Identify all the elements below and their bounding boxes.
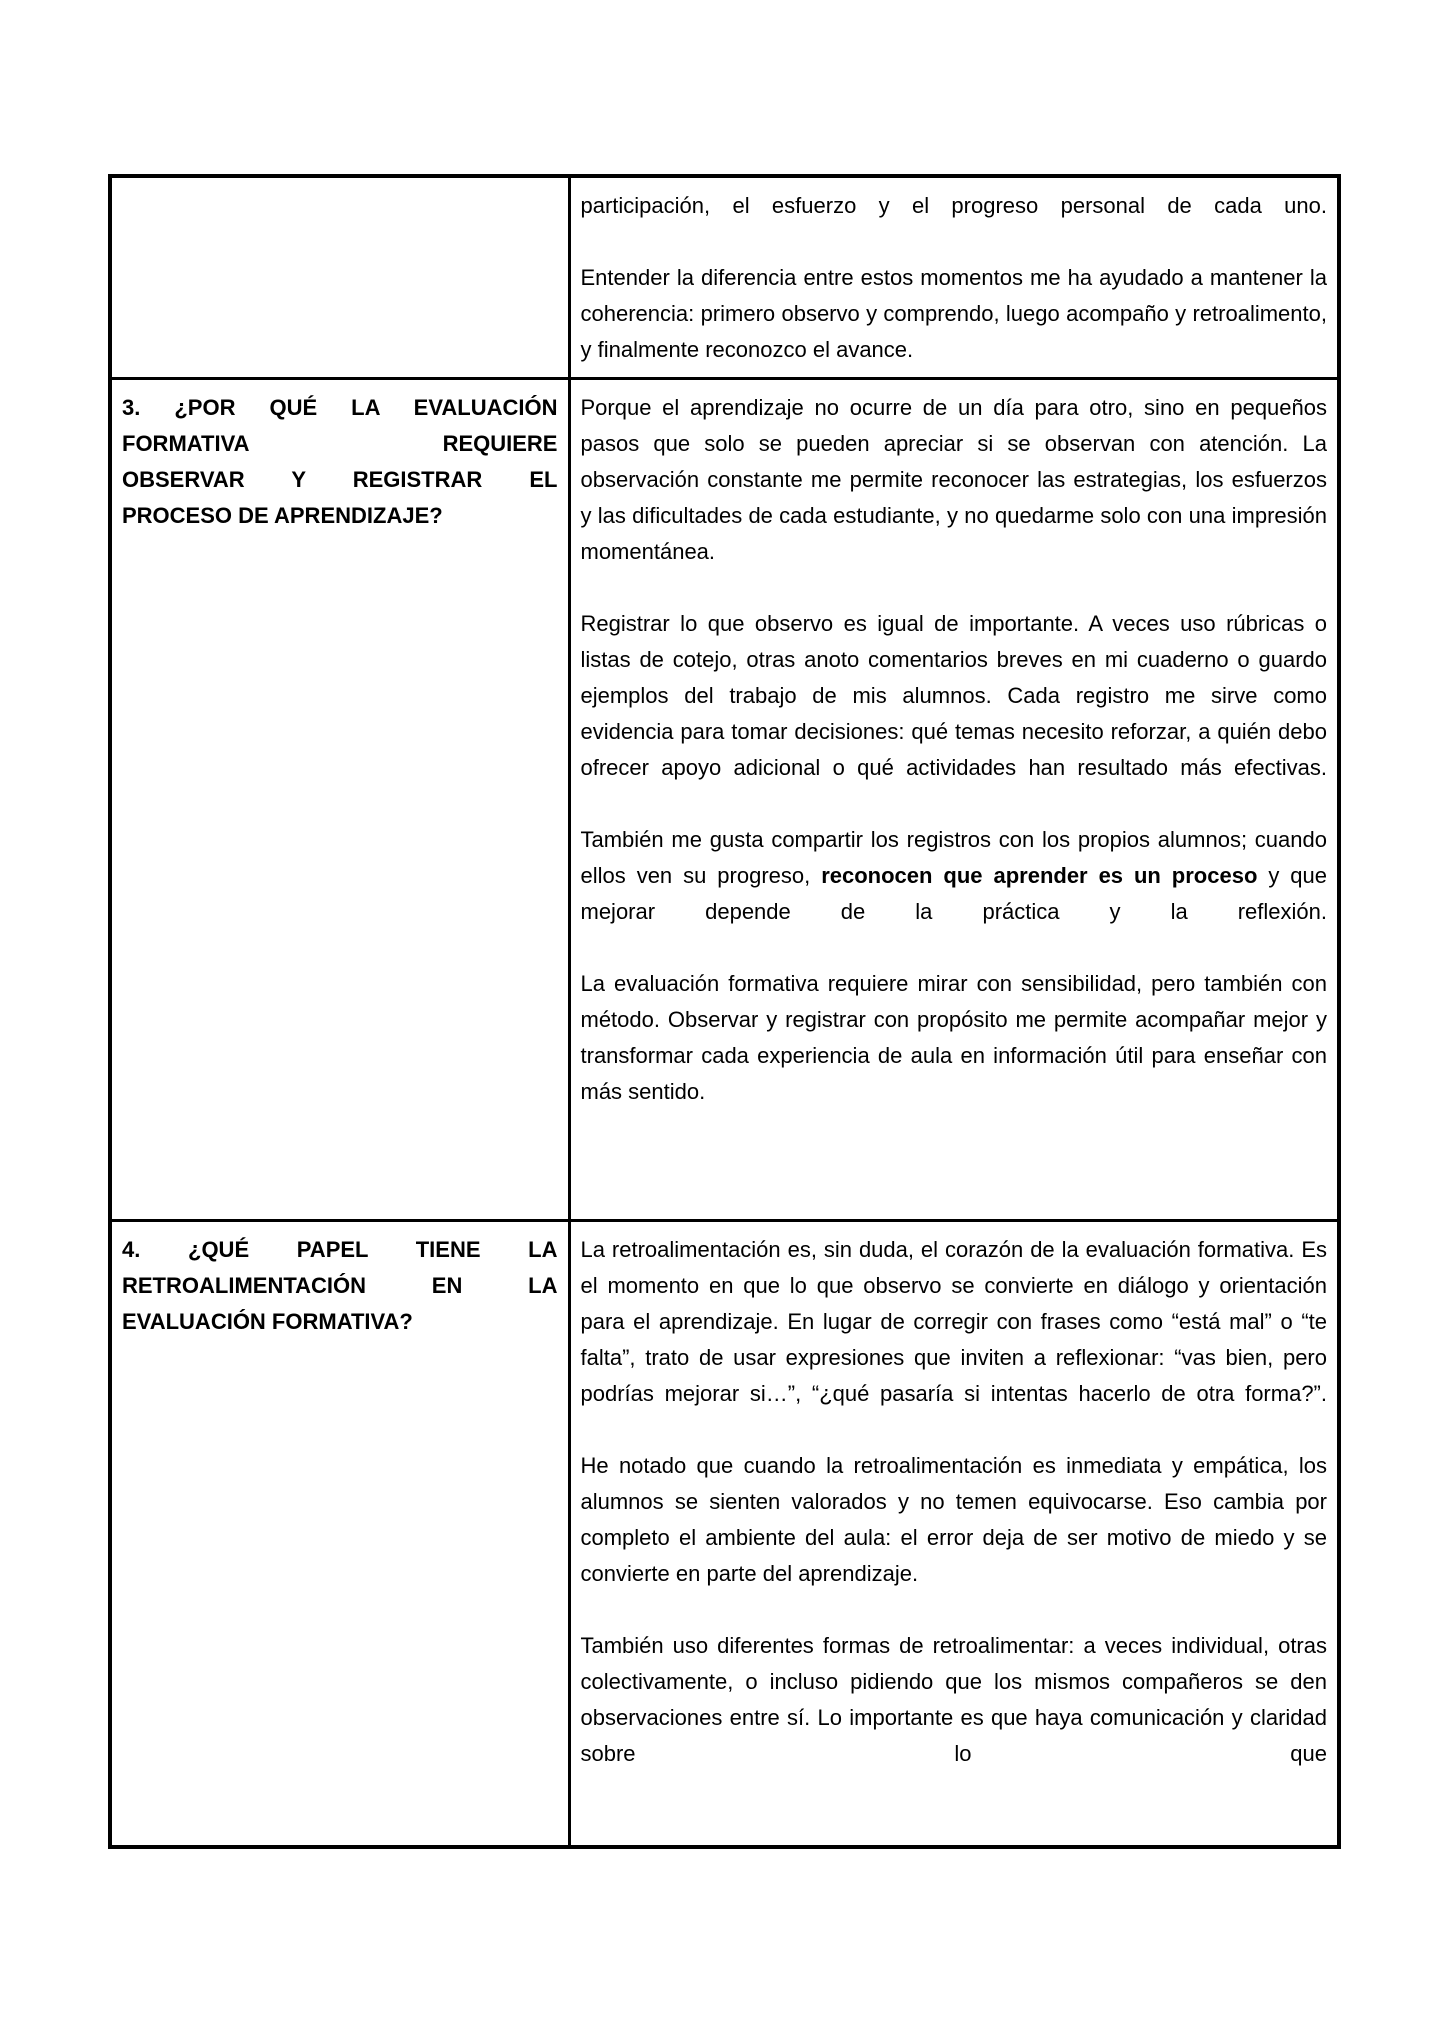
answer-cell	[569, 378, 1339, 1220]
table-row	[110, 378, 1339, 1220]
question-cell	[110, 378, 569, 1220]
qa-table-body	[110, 176, 1339, 1847]
qa-table	[108, 174, 1341, 1849]
text-segment: Porque el aprendizaje no ocurre de un día para otro, sino en pequeños pasos que solo se pueden apreciar si se observan con atención. La observación constante me permite reconocer las estrategias, los esfuerzos y las dificultades de cada estudiante, y no quedarme solo con una impresión momentánea.	[580, 394, 1327, 564]
question-line: OBSERVAR Y REGISTRAR EL	[122, 466, 558, 492]
answer-paragraph	[581, 822, 1328, 930]
answer-paragraph	[581, 1232, 1328, 1412]
text-segment: participación, el esfuerzo y el progreso personal de cada uno.	[580, 193, 1327, 218]
answer-paragraph	[581, 390, 1328, 570]
question-cell	[110, 1220, 569, 1847]
answer-cell	[569, 1220, 1339, 1847]
text-segment: La evaluación formativa requiere mirar con sensibilidad, pero también con método. Observar y registrar con propósito me permite acompañar mejor y transformar cada experiencia de aula en información útil para enseñar con más sentido.	[580, 970, 1327, 1104]
question-line: EVALUACIÓN FORMATIVA?	[122, 1308, 413, 1334]
answer-paragraph	[581, 606, 1328, 786]
question-line: 3. ¿POR QUÉ LA EVALUACIÓN	[122, 394, 558, 420]
question-line: RETROALIMENTACIÓN EN LA	[122, 1272, 558, 1298]
text-segment: También me gusta compartir los registros con los propios alumnos; cuando ellos ven su progreso,	[580, 826, 1327, 888]
table-row	[110, 176, 1339, 378]
text-segment: También uso diferentes formas de retroalimentar: a veces individual, otras colectivamente, o incluso pidiendo que los mismos compañeros se den observaciones entre sí. Lo importante es que haya comunicación y claridad sobre lo que	[580, 1632, 1327, 1766]
text-segment: Entender la diferencia entre estos momentos me ha ayudado a mantener la coherencia: primero observo y comprendo, luego acompaño y retroalimento, y finalmente reconozco el avance.	[580, 265, 1327, 362]
answer-cell	[569, 176, 1339, 378]
question-line: 4. ¿QUÉ PAPEL TIENE LA	[122, 1236, 558, 1262]
answer-paragraph	[581, 260, 1328, 368]
answer-paragraph	[581, 1628, 1328, 1772]
answer-paragraph	[581, 966, 1328, 1110]
answer-paragraph	[581, 188, 1328, 224]
text-segment: La retroalimentación es, sin duda, el corazón de la evaluación formativa. Es el momento en que lo que observo se convierte en diálogo y orientación para el aprendizaje. En lugar de corregir con frases como “está mal” o “te falta”, trato de usar expresiones que inviten a reflexionar: “vas bien, pero podrías mejorar si…”, “¿qué pasaría si intentas hacerlo de otra forma?”.	[580, 1236, 1327, 1406]
text-segment: Registrar lo que observo es igual de importante. A veces uso rúbricas o listas de cotejo, otras anoto comentarios breves en mi cuaderno o guardo ejemplos del trabajo de mis alumnos. Cada registro me sirve como evidencia para tomar decisiones: qué temas necesito reforzar, a quién debo ofrecer apoyo adicional o qué actividades han resultado más efectivas.	[580, 610, 1327, 780]
bold-text-segment: reconocen que aprender es un proceso	[821, 862, 1258, 888]
text-segment: y que mejorar depende de la práctica y la reflexión.	[580, 862, 1328, 924]
text-segment: He notado que cuando la retroalimentación es inmediata y empática, los alumnos se sienten valorados y no temen equivocarse. Eso cambia por completo el ambiente del aula: el error deja de ser motivo de miedo y se convierte en parte del aprendizaje.	[580, 1452, 1327, 1586]
question-line: PROCESO DE APRENDIZAJE?	[122, 502, 443, 528]
answer-paragraph	[581, 1448, 1328, 1592]
table-row	[110, 1220, 1339, 1847]
question-line: FORMATIVA REQUIERE	[122, 430, 558, 456]
question-cell	[110, 176, 569, 378]
